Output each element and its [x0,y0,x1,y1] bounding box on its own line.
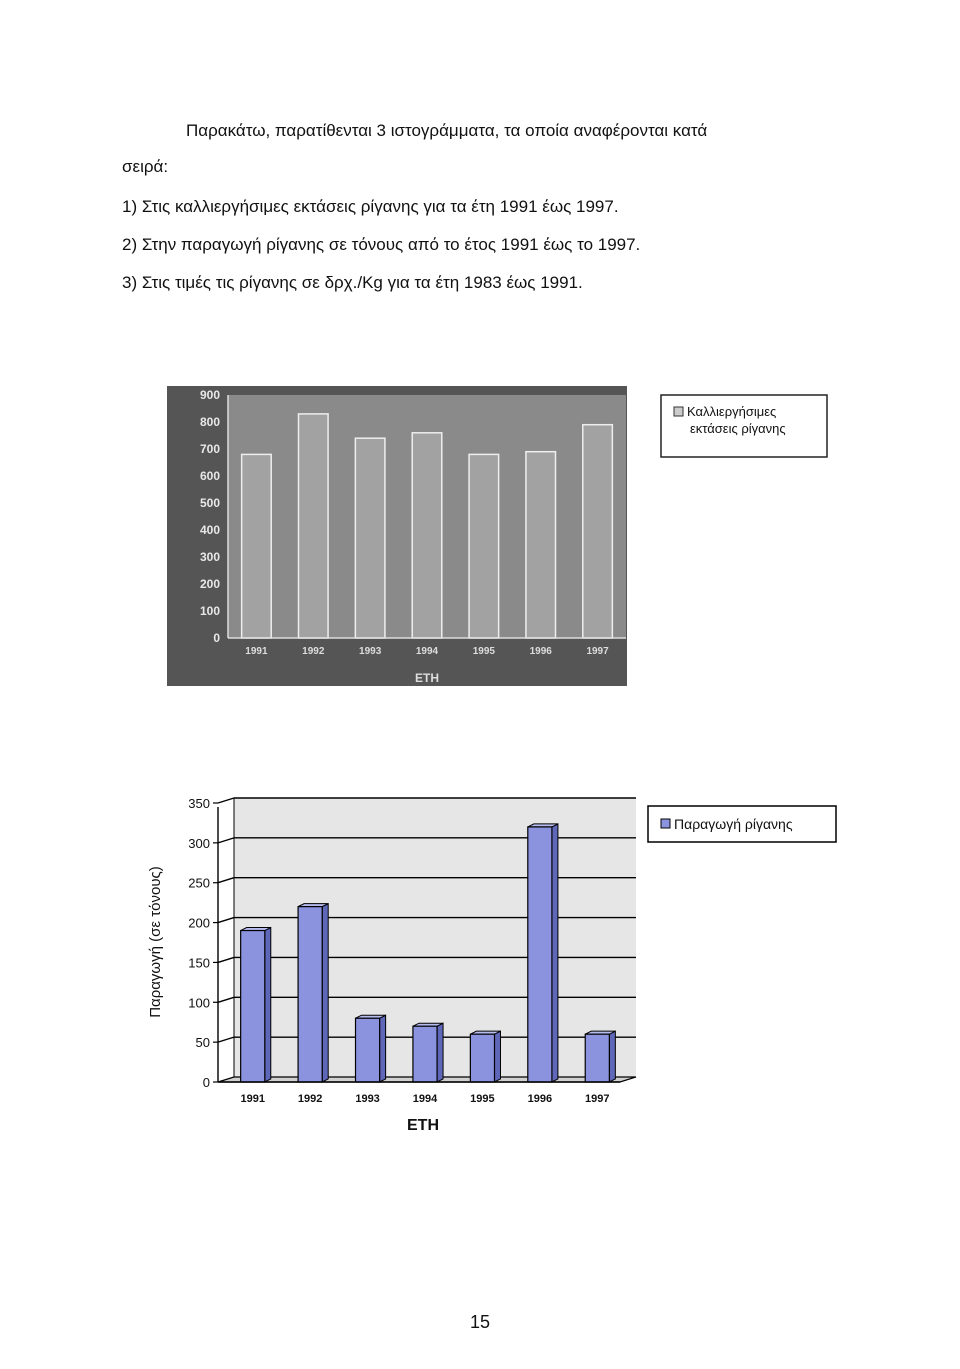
chart2-bar [470,1034,494,1082]
chart2-legend-label: Παραγωγή ρίγανης [674,816,793,832]
chart2-bar [528,827,552,1082]
chart2-y-tick: 150 [188,955,210,971]
chart1-y-tick: 100 [199,604,220,618]
chart1-y-tick: 800 [199,415,220,429]
chart2-bar [241,931,265,1082]
intro-line-2: σειρά: [122,157,169,176]
chart2-y-tick: 200 [188,915,210,931]
chart1-x-tick: 1993 [359,646,382,657]
chart2-gridline-diag [218,918,234,923]
chart1-y-tick: 500 [199,496,220,510]
chart2-x-tick: 1996 [527,1093,553,1105]
chart2-x-tick: 1995 [470,1093,495,1105]
chart2-y-tick: 0 [202,1075,210,1090]
chart2-bar-side [380,1015,386,1082]
chart1-x-tick: 1992 [302,646,325,657]
chart1-x-tick: 1996 [529,646,552,657]
intro-item-1: 1) Στις καλλιεργήσιμες εκτάσεις ρίγανης για τα έτη 1991 έως 1997. [122,197,619,216]
chart2-x-tick: 1992 [297,1093,323,1105]
chart1-y-tick: 400 [199,523,220,537]
chart2-x-tick: 1997 [585,1093,610,1105]
chart2-gridline-diag [218,1037,234,1042]
chart2-bar [585,1034,609,1082]
chart2-x-tick: 1994 [412,1093,438,1105]
chart2-gridline-diag [218,878,234,883]
chart2-gridline-diag [218,957,234,962]
chart2-bar-side [552,824,558,1082]
chart2-x-tick: 1991 [240,1093,265,1105]
intro-item-2: 2) Στην παραγωγή ρίγανης σε τόνους από το έτος 1991 έως το 1997. [122,235,641,254]
chart2-y-tick: 100 [188,995,210,1011]
intro-item-3: 3) Στις τιμές τις ρίγανης σε δρχ./Kg για τα έτη 1983 έως 1991. [122,273,583,292]
chart1-y-tick: 300 [199,550,220,564]
chart2-bar [413,1026,437,1082]
chart1-legend-label-line: Καλλιεργήσιμες [687,404,777,419]
chart2-legend-swatch [661,819,670,828]
page-number: 15 [469,1312,491,1332]
chart2-bar-side [322,904,328,1082]
chart2-bar-side [265,928,271,1082]
chart1-x-tick: 1994 [415,646,439,657]
chart2-bar-side [609,1031,615,1082]
chart2-y-tick: 50 [195,1035,210,1051]
chart2-gridline-diag [218,997,234,1002]
chart1-x-tick: 1991 [245,646,268,657]
chart2-y-tick: 350 [188,796,210,811]
chart2-gridline-diag [218,838,234,843]
chart2-bar-side [437,1023,443,1082]
chart1-y-tick: 0 [213,631,220,645]
intro-line-1: Παρακάτω, παρατίθενται 3 ιστογράμματα, τα οποία αναφέρονται κατά [186,121,708,140]
chart2-y-axis-label: Παραγωγή (σε τόνους) [147,866,164,1018]
chart1-y-tick: 200 [199,577,220,591]
chart1-y-tick: 700 [199,442,220,456]
chart2-bar [356,1018,380,1082]
chart1-y-tick: 600 [199,469,220,483]
chart2-bar [298,907,322,1082]
chart2-y-tick: 250 [188,875,210,891]
chart2-x-tick: 1993 [355,1093,380,1105]
chart2-gridline-diag [218,798,234,803]
chart1-x-tick: 1995 [472,646,495,657]
chart1-y-tick: 900 [199,388,220,402]
chart1-x-axis-label: ΕΤΗ [415,671,439,685]
chart2-y-tick: 300 [188,835,210,851]
chart2-x-axis-label: ΕΤΗ [407,1117,439,1134]
chart2-bar-side [494,1031,500,1082]
chart1-x-tick: 1997 [586,646,609,657]
chart1-legend-label-line: εκτάσεις ρίγανης [690,421,786,436]
